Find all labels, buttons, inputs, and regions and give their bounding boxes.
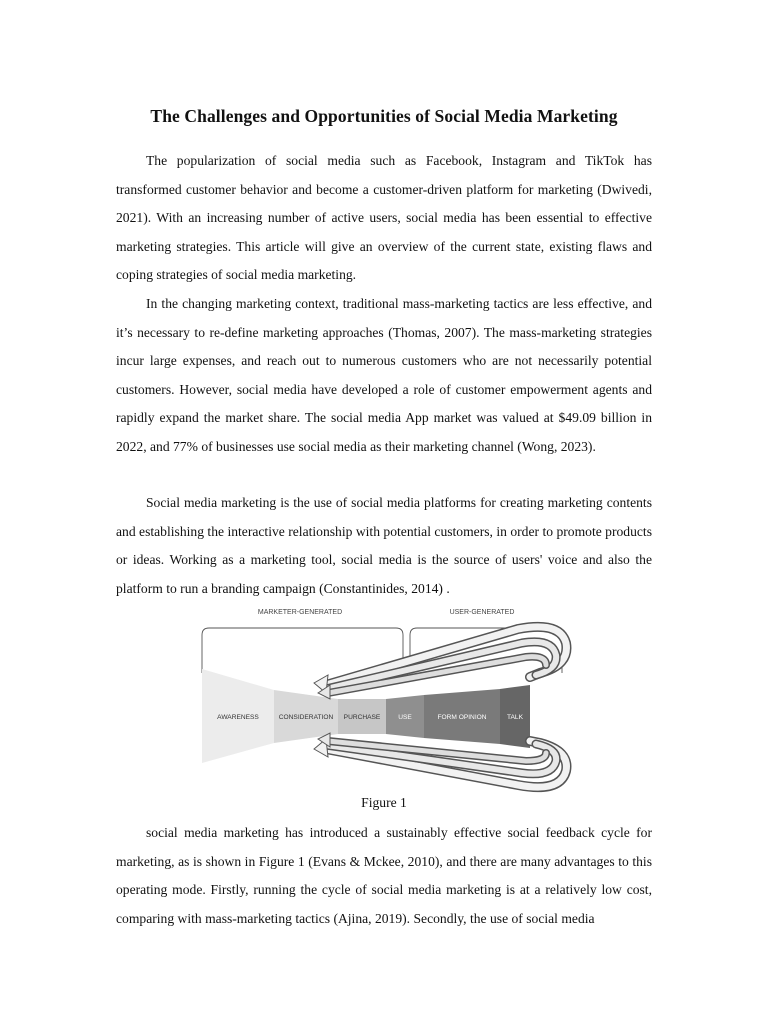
stage-label-talk: TALK <box>506 714 524 721</box>
stage-label-consideration: CONSIDERATION <box>278 714 334 721</box>
social-feedback-cycle-figure <box>200 603 578 793</box>
feedback-arrows-top <box>326 627 566 693</box>
stage-label-form-opinion: FORM OPINION <box>437 714 487 721</box>
figure-caption: Figure 1 <box>361 795 407 810</box>
paragraph-changing-context: In the changing marketing context, traditional mass-marketing tactics are less effective, and it’s necessary to re-define marketing approaches (Thomas, 2007). The mass-marketing strategies incur large expenses, and reach out to numerous customers who are not necessarily potential customers. However, social media have developed a role of customer empowerment agents and rapidly expand the market share. The social media App market was valued at $49.09 billion in 2022, and 77% of businesses use social media as their marketing channel (Wong, 2023). <box>116 296 652 454</box>
feedback-arrows-bottom <box>326 741 566 787</box>
header-marketer-generated: MARKETER-GENERATED <box>257 609 343 616</box>
document-title: The Challenges and Opportunities of Social Media Marketing <box>150 106 618 126</box>
paragraph-definition: Social media marketing is the use of social media platforms for creating marketing contents and establishing the interactive relationship with potential customers, in order to promote products or ideas. Working as a marketing tool, social media is the source of users' voice and also the platform to run a branding campaign (Constantinides, 2014) . <box>116 495 652 596</box>
figure-diagram <box>200 603 578 793</box>
paragraph-intro: The popularization of social media such as Facebook, Instagram and TikTok has transformed customer behavior and become a customer-driven platform for marketing (Dwivedi, 2021). With an increasing number of active users, social media has been essential to effective marketing strategies. This article will give an overview of the current state, existing flaws and coping strategies of social media marketing. <box>116 153 652 282</box>
stage-label-purchase: PURCHASE <box>343 714 381 721</box>
header-user-generated: USER-GENERATED <box>449 609 515 616</box>
paragraph-feedback-cycle: social media marketing has introduced a sustainably effective social feedback cycle for marketing, as is shown in Figure 1 (Evans & Mckee, 2010), and there are many advantages to this operating mode. Firstly, running the cycle of social media marketing is at a relatively low cost, comparing with mass-marketing tactics (Ajina, 2019). Secondly, the use of social media <box>116 825 652 926</box>
stage-label-awareness: AWARENESS <box>217 714 259 721</box>
stage-label-use: USE <box>398 714 412 721</box>
